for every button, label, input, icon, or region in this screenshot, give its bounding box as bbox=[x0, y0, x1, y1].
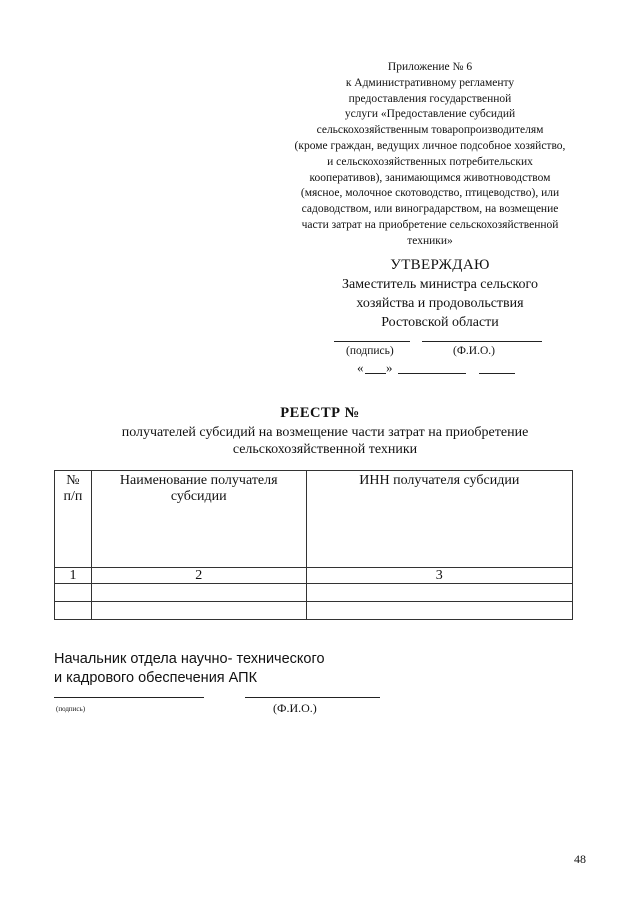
footer-position bbox=[54, 650, 325, 688]
approval-line: Заместитель министра сельского bbox=[342, 277, 538, 292]
approval-title: УТВЕРЖДАЮ bbox=[390, 257, 490, 273]
table-cell[interactable] bbox=[306, 602, 572, 620]
appendix-header bbox=[270, 60, 590, 250]
table-cell[interactable] bbox=[55, 584, 92, 602]
header-cell-name bbox=[91, 471, 306, 568]
header-number-line: № bbox=[66, 473, 80, 488]
appendix-line: Приложение № 6 bbox=[387, 61, 473, 73]
table-cell[interactable] bbox=[55, 602, 92, 620]
appendix-line: и сельскохозяйственных потребительских bbox=[327, 155, 533, 168]
header-cell-inn: ИНН получателя субсидии bbox=[306, 471, 572, 568]
table-row bbox=[55, 602, 573, 620]
table-cell[interactable] bbox=[91, 584, 306, 602]
registry-table bbox=[54, 470, 573, 620]
footer-signature-label: (подпись) bbox=[56, 705, 86, 713]
numbering-cell: 3 bbox=[306, 568, 572, 584]
appendix-line: (кроме граждан, ведущих личное подсобное хозяйство, bbox=[294, 139, 566, 152]
approval-signature-line[interactable] bbox=[334, 341, 410, 342]
date-day-line[interactable] bbox=[365, 373, 386, 374]
header-number-line: п/п bbox=[63, 489, 83, 504]
approval-block bbox=[330, 256, 550, 332]
header-name-line: Наименование получателя bbox=[119, 473, 278, 488]
appendix-line: кооперативов), занимающимся животноводством bbox=[309, 171, 551, 184]
footer-name-line[interactable] bbox=[245, 697, 380, 698]
date-quote-close: » bbox=[386, 360, 393, 375]
numbering-cell: 1 bbox=[55, 568, 92, 584]
page-number: 48 bbox=[574, 852, 586, 866]
appendix-line: техники» bbox=[407, 234, 453, 247]
table-numbering-row bbox=[55, 568, 573, 584]
table-row bbox=[55, 584, 573, 602]
approval-line: хозяйства и продовольствия bbox=[356, 296, 524, 311]
approval-name-label: (Ф.И.О.) bbox=[453, 345, 495, 357]
approval-signature-label: (подпись) bbox=[346, 345, 394, 357]
appendix-line: (мясное, молочное скотоводство, птицеводство), или bbox=[300, 187, 560, 200]
table-header-row bbox=[55, 471, 573, 568]
numbering-cell: 2 bbox=[91, 568, 306, 584]
date-quote-open: « bbox=[357, 360, 364, 375]
header-cell-number bbox=[55, 471, 92, 568]
registry-subtitle-line: сельскохозяйственной техники bbox=[232, 442, 418, 457]
date-year-line[interactable] bbox=[479, 373, 515, 374]
table-cell[interactable] bbox=[91, 602, 306, 620]
registry-subtitle-line: получателей субсидий на возмещение части затрат на приобретение bbox=[121, 425, 529, 440]
footer-signature-line[interactable] bbox=[54, 697, 204, 698]
registry-title: РЕЕСТР № bbox=[280, 405, 360, 421]
appendix-line: сельскохозяйственным товаропроизводителям bbox=[316, 124, 544, 137]
registry-subtitle bbox=[80, 424, 570, 458]
appendix-line: к Административному регламенту bbox=[345, 76, 515, 89]
header-name-line: субсидии bbox=[170, 489, 227, 504]
footer-name-label: (Ф.И.О.) bbox=[273, 701, 317, 715]
date-month-line[interactable] bbox=[398, 373, 466, 374]
appendix-line: садоводством, или виноградарством, на возмещение bbox=[301, 203, 559, 216]
appendix-line: услуги «Предоставление субсидий bbox=[344, 108, 516, 121]
approval-name-line[interactable] bbox=[422, 341, 542, 342]
appendix-line: части затрат на приобретение сельскохозяйственной bbox=[301, 218, 559, 231]
table-cell[interactable] bbox=[306, 584, 572, 602]
appendix-line: предоставления государственной bbox=[348, 92, 512, 105]
footer-line: и кадрового обеспечения АПК bbox=[54, 670, 258, 686]
approval-line: Ростовской области bbox=[381, 315, 499, 330]
footer-line: Начальник отдела научно- технического bbox=[54, 651, 325, 667]
